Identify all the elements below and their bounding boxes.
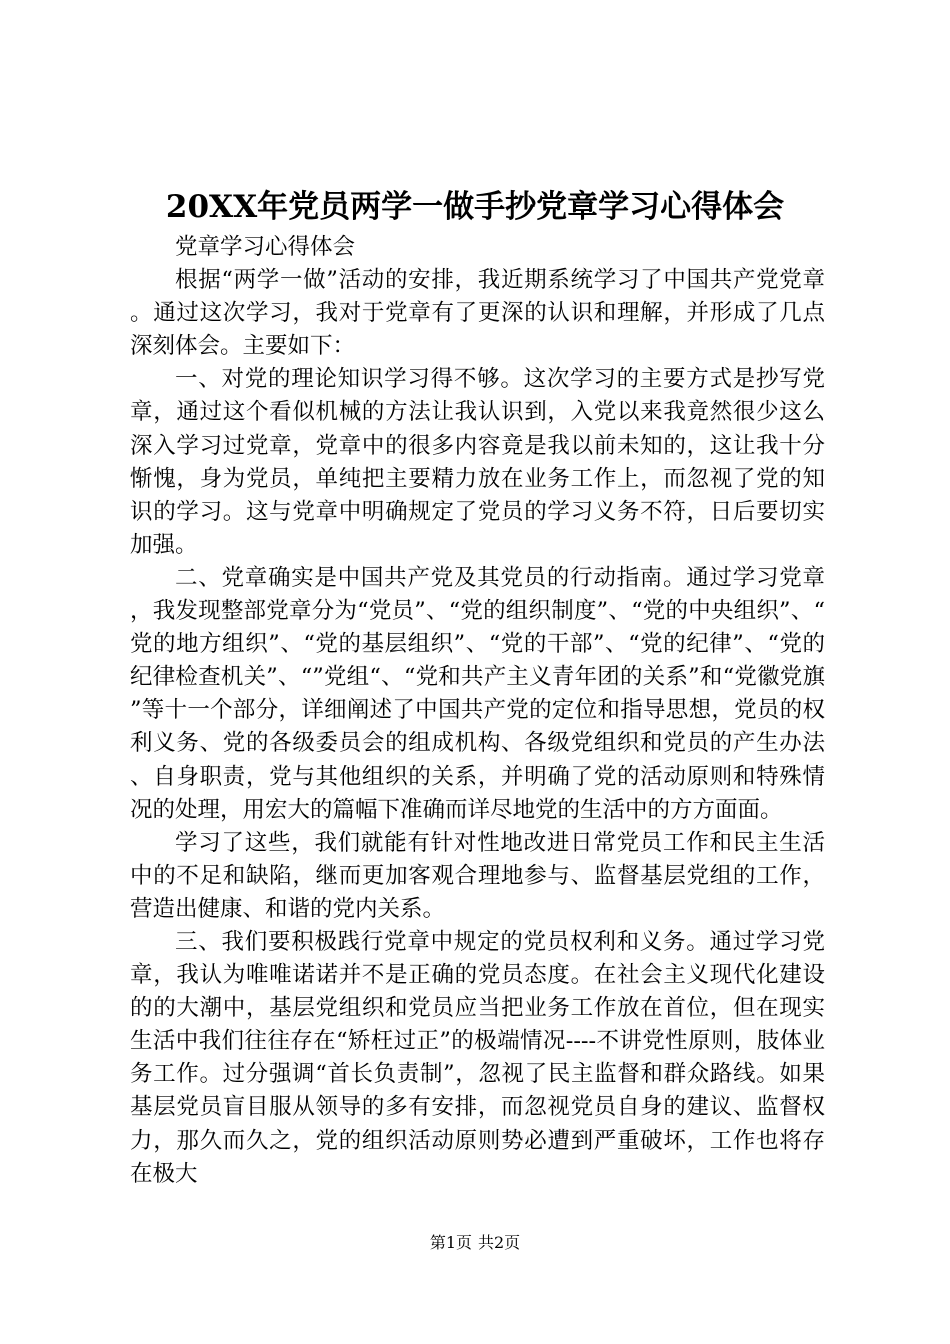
body-paragraph: 二、党章确实是中国共产党及其党员的行动指南。通过学习党章，我发现整部党章分为“党员”、“党的组织制度”、“党的中央组织”、“党的地方组织”、“党的基层组织”、“党的干部”、“党的纪律”、“党的纪律检查机关”、“”党组“、“党和共产主义青年团的关系”和“党徽党旗”等十一个部分，详细阐述了中国共产党的定位和指导思想，党员的权利义务、党的各级委员会的组成机构、各级党组织和党员的产生办法、自身职责，党与其他组织的关系，并明确了党的活动原则和特殊情况的处理，用宏大的篇幅下准确而详尽地党的生活中的方方面面。 (130, 564, 825, 823)
body-paragraph: 党章学习心得体会 (175, 234, 356, 260)
body-paragraph: 三、我们要积极践行党章中规定的党员权利和义务。通过学习党章，我认为唯唯诺诺并不是正确的党员态度。在社会主义现代化建设的的大潮中，基层党组织和党员应当把业务工作放在首位，但在现实生活中我们往往存在“矫枉过正”的极端情况----不讲党性原则，肢体业务工作。过分强调“首长负责制”，忽视了民主监督和群众路线。如果基层党员盲目服从领导的多有安排，而忽视党员自身的建议、监督权力，那久而久之，党的组织活动原则势必遭到严重破坏，工作也将存在极大 (130, 928, 825, 1187)
body-paragraph: 根据“两学一做”活动的安排，我近期系统学习了中国共产党党章。通过这次学习，我对于党章有了更深的认识和理解，并形成了几点深刻体会。主要如下： (130, 267, 825, 360)
page-total: 共2页 (478, 1233, 521, 1252)
body-paragraph: 一、对党的理论知识学习得不够。这次学习的主要方式是抄写党章，通过这个看似机械的方法让我认识到，入党以来我竟然很少这么深入学习过党章，党章中的很多内容竟是我以前未知的，这让我十分惭愧，身为党员，单纯把主要精力放在业务工作上，而忽视了党的知识的学习。这与党章中明确规定了党员的学习义务不符，日后要切实加强。 (130, 366, 825, 558)
body-paragraph: 学习了这些，我们就能有针对性地改进日常党员工作和民主生活中的不足和缺陷，继而更加客观合理地参与、监督基层党组的工作，营造出健康、和谐的党内关系。 (130, 829, 825, 922)
page-footer (0, 1228, 950, 1258)
page-number: 第1页 (429, 1233, 472, 1252)
document-title: 20XX年党员两学一做手抄党章学习心得体会 (165, 189, 785, 225)
document-body (130, 231, 825, 1191)
